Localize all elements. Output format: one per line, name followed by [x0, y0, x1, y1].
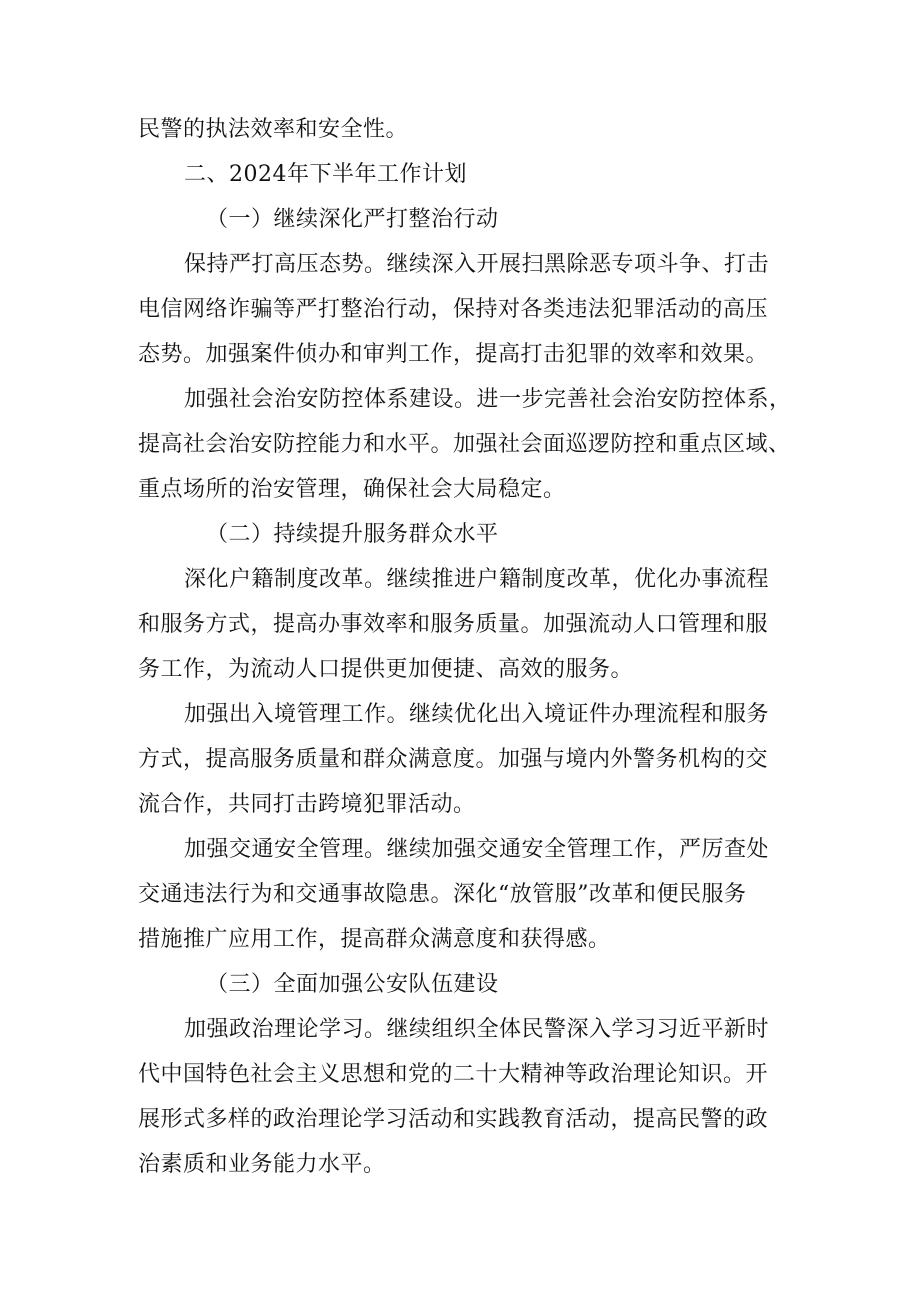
text-line: 提高社会治安防控能力和水平。加强社会面巡逻防控和重点区域、 [138, 432, 791, 457]
text-line: 态势。加强案件侦办和审判工作，提高打击犯罪的效率和效果。 [138, 342, 769, 367]
text-line: 展形式多样的政治理论学习活动和实践教育活动，提高民警的政 [138, 1107, 769, 1132]
text-line: 方式，提高服务质量和群众满意度。加强与境内外警务机构的交 [138, 747, 769, 772]
text-line: 电信网络诈骗等严打整治行动，保持对各类违法犯罪活动的高压 [138, 297, 769, 322]
text-line: 治素质和业务能力水平。 [138, 1152, 386, 1177]
section-heading: 二、2024年下半年工作计划 [184, 162, 467, 187]
text-line: 代中国特色社会主义思想和党的二十大精神等政治理论知识。开 [138, 1062, 769, 1087]
text-line: 加强政治理论学习。继续组织全体民警深入学习习近平新时 [184, 1017, 770, 1042]
text-line: 保持严打高压态势。继续深入开展扫黑除恶专项斗争、打击 [184, 252, 770, 277]
text-line: 民警的执法效率和安全性。 [138, 117, 409, 142]
text-line: 和服务方式，提高办事效率和服务质量。加强流动人口管理和服 [138, 612, 769, 637]
text-line: 交通违法行为和交通事故隐患。深化“放管服”改革和便民服务 [138, 882, 747, 907]
text-line: 措施推广应用工作，提高群众满意度和获得感。 [138, 927, 611, 952]
text-line: 深化户籍制度改革。继续推进户籍制度改革，优化办事流程 [184, 567, 770, 592]
subsection-heading: （三）全面加强公安队伍建设 [206, 972, 499, 997]
text-line: 加强社会治安防控体系建设。进一步完善社会治安防控体系， [184, 387, 792, 412]
subsection-heading: （二）持续提升服务群众水平 [206, 522, 499, 547]
text-line: 务工作，为流动人口提供更加便捷、高效的服务。 [138, 657, 634, 682]
text-line: 流合作，共同打击跨境犯罪活动。 [138, 792, 476, 817]
text-line: 加强交通安全管理。继续加强交通安全管理工作，严厉查处 [184, 837, 770, 862]
text-line: 重点场所的治安管理，确保社会大局稳定。 [138, 477, 566, 502]
subsection-heading: （一）继续深化严打整治行动 [206, 207, 499, 232]
text-line: 加强出入境管理工作。继续优化出入境证件办理流程和服务 [184, 702, 770, 727]
